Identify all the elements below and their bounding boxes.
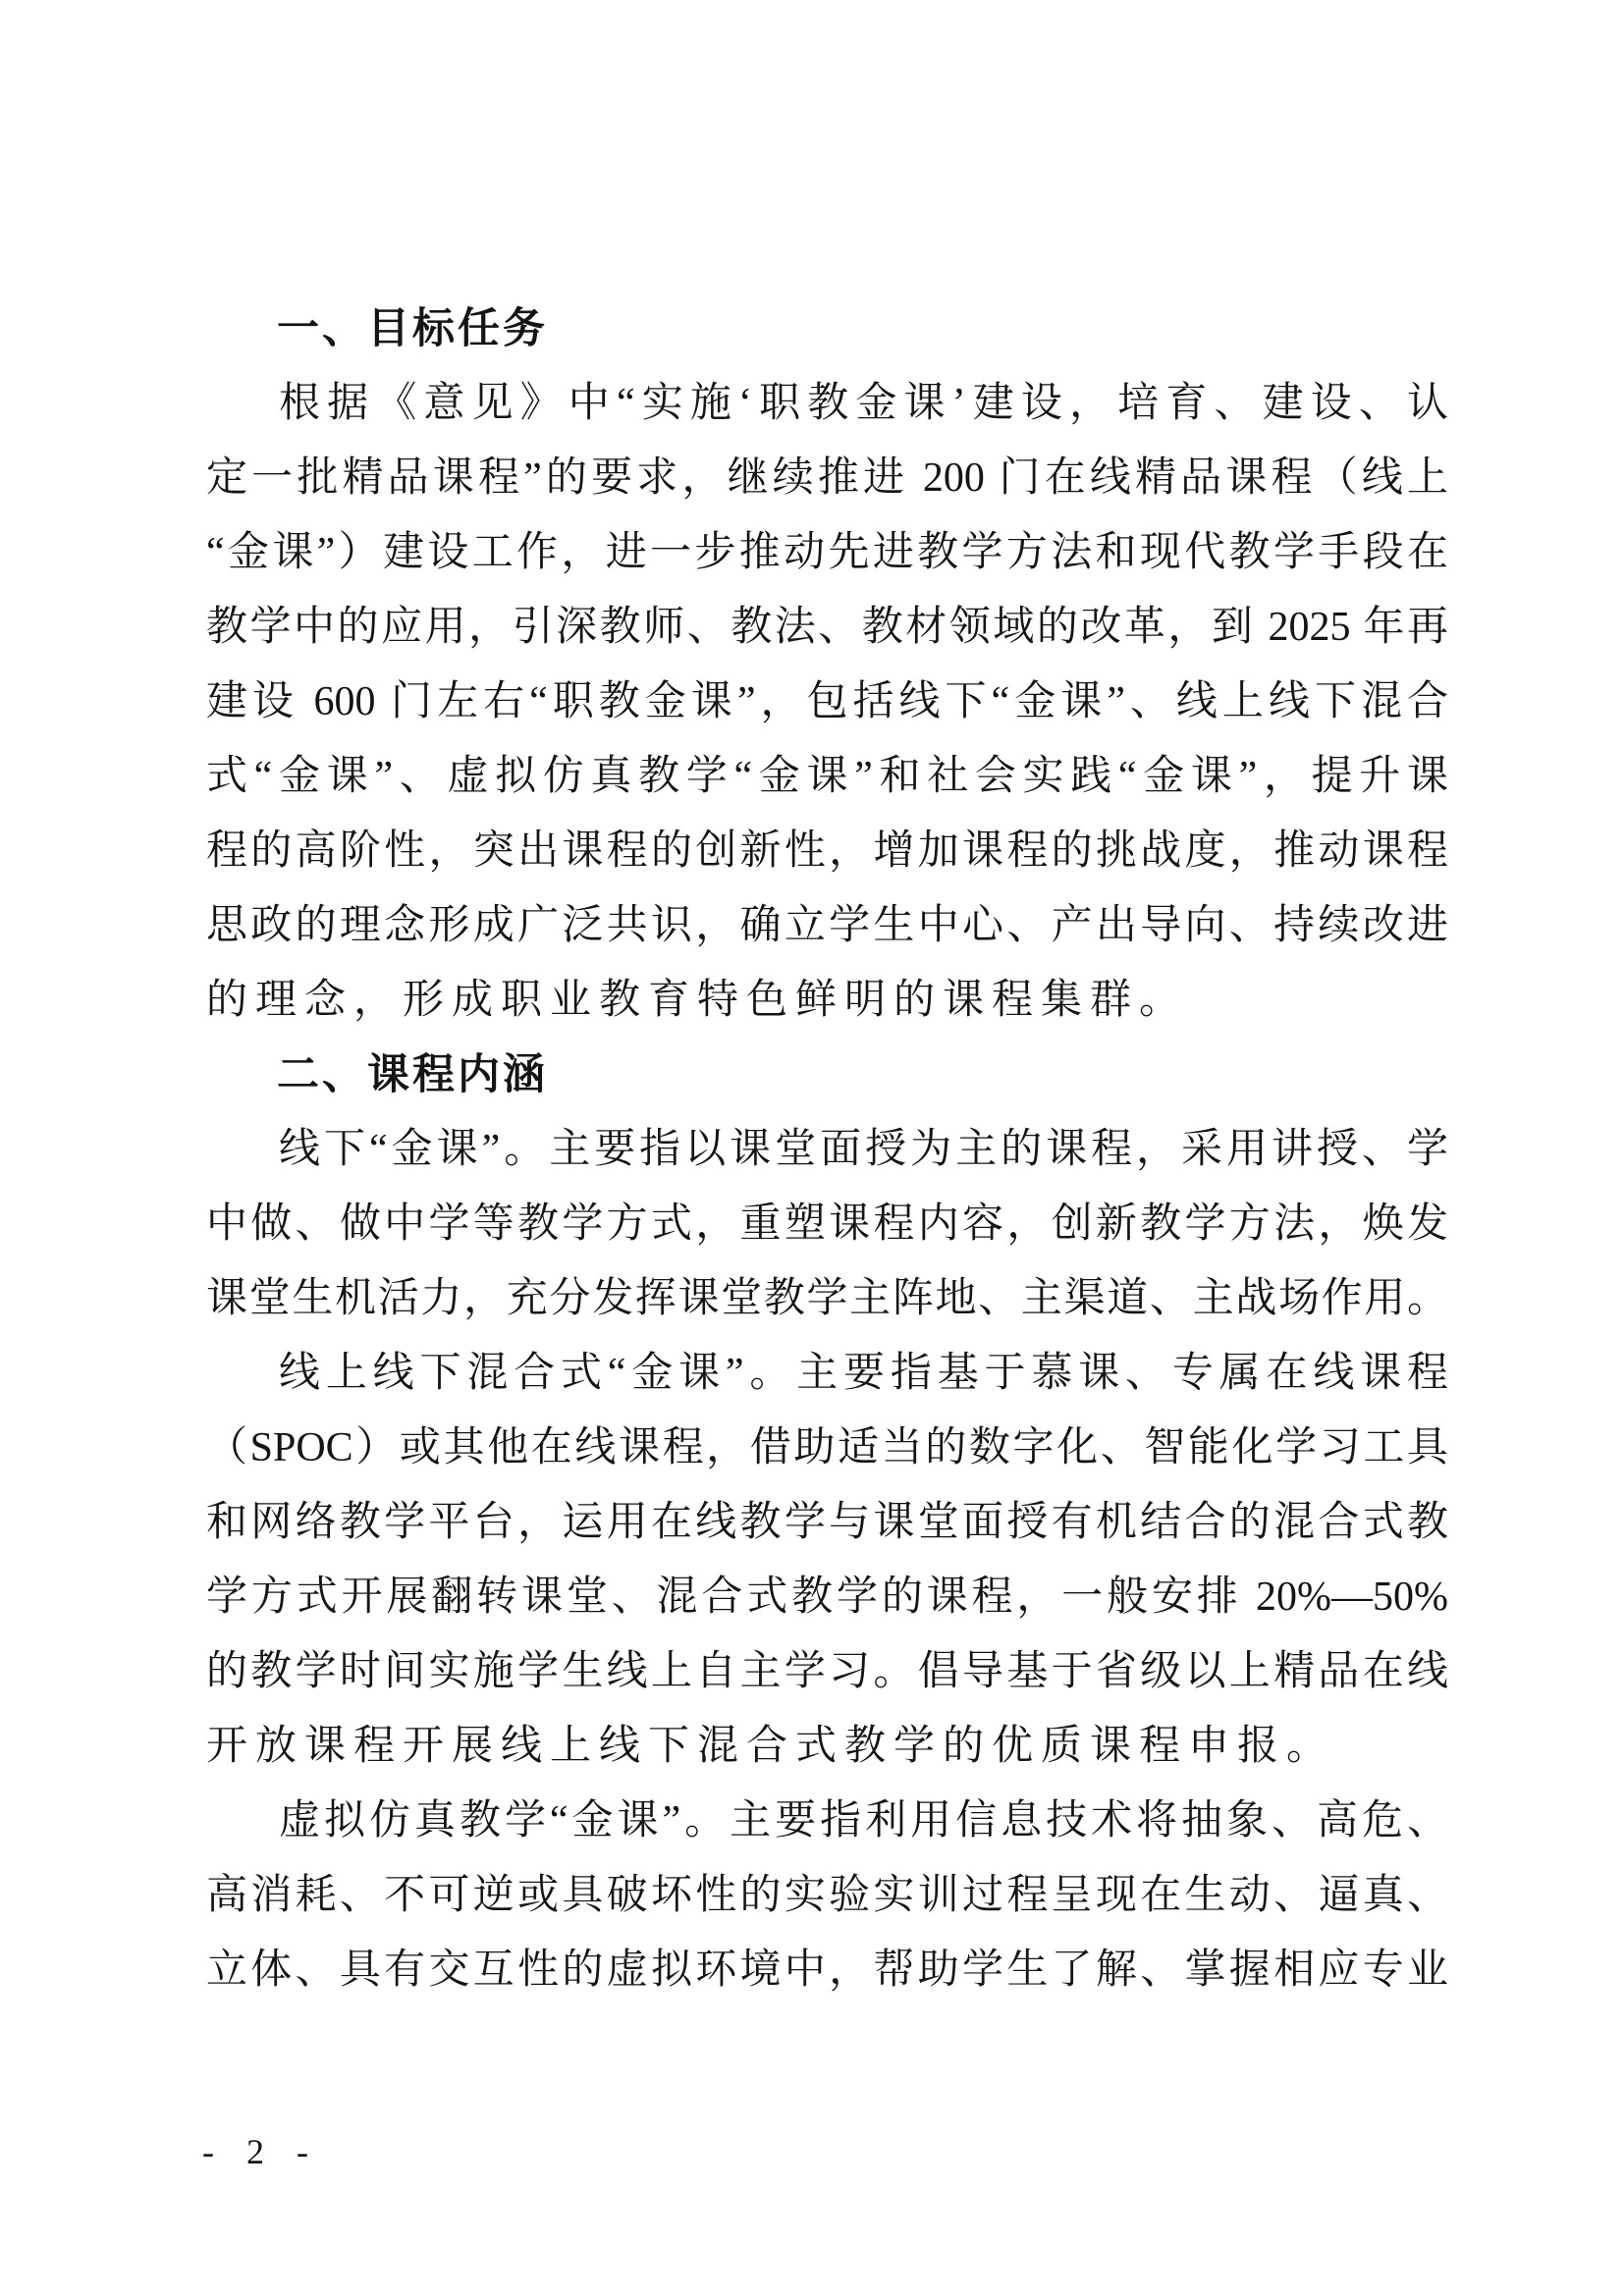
paragraph-line: （SPOC）或其他在线课程，借助适当的数字化、智能化学习工具 <box>206 1425 1448 1470</box>
paragraph-line: 立体、具有交互性的虚拟环境中，帮助学生了解、掌握相应专业 <box>206 1948 1448 1993</box>
paragraph-line: 根据《意见》中“实施‘职教金课’建设，培育、建设、认 <box>279 381 1448 426</box>
paragraph-line: 思政的理念形成广泛共识，确立学生中心、产出导向、持续改进 <box>206 903 1448 948</box>
section-heading-goals: 一、目标任务 <box>277 305 548 352</box>
paragraph-line: 和网络教学平台，运用在线教学与课堂面授有机结合的混合式教 <box>206 1500 1448 1545</box>
paragraph-line: 开放课程开展线上线下混合式教学的优质课程申报。 <box>206 1724 1336 1769</box>
paragraph-line: 线上线下混合式“金课”。主要指基于慕课、专属在线课程 <box>279 1351 1448 1396</box>
paragraph-line: 的理念，形成职业教育特色鲜明的课程集群。 <box>206 978 1189 1023</box>
paragraph-line: 中做、做中学等教学方式，重塑课程内容，创新教学方法，焕发 <box>206 1201 1448 1247</box>
paragraph-line: “金课”）建设工作，进一步推动先进教学方法和现代教学手段在 <box>206 530 1448 575</box>
paragraph-line: 课堂生机活力，充分发挥课堂教学主阵地、主渠道、主战场作用。 <box>206 1276 1448 1321</box>
section-heading-course-content: 二、课程内涵 <box>277 1051 548 1098</box>
paragraph-line: 式“金课”、虚拟仿真教学“金课”和社会实践“金课”，提升课 <box>206 754 1448 799</box>
paragraph-line: 线下“金课”。主要指以课堂面授为主的课程，采用讲授、学 <box>279 1127 1448 1172</box>
paragraph-line: 虚拟仿真教学“金课”。主要指利用信息技术将抽象、高危、 <box>279 1798 1448 1843</box>
paragraph-line: 建设 600 门左右“职教金课”，包括线下“金课”、线上线下混合 <box>206 679 1448 724</box>
paragraph-line: 教学中的应用，引深教师、教法、教材领域的改革，到 2025 年再 <box>206 605 1448 650</box>
paragraph-line: 高消耗、不可逆或具破坏性的实验实训过程呈现在生动、逼真、 <box>206 1873 1448 1918</box>
page-footer <box>202 2128 320 2175</box>
paragraph-line: 学方式开展翻转课堂、混合式教学的课程，一般安排 20%—50% <box>206 1575 1448 1620</box>
page-number: - 2 - <box>202 2132 320 2171</box>
paragraph-line: 的教学时间实施学生线上自主学习。倡导基于省级以上精品在线 <box>206 1649 1448 1694</box>
paragraph-line: 定一批精品课程”的要求，继续推进 200 门在线精品课程（线上 <box>206 455 1448 501</box>
document-body <box>206 292 1448 2007</box>
paragraph-line: 程的高阶性，突出课程的创新性，增加课程的挑战度，推动课程 <box>206 828 1448 874</box>
